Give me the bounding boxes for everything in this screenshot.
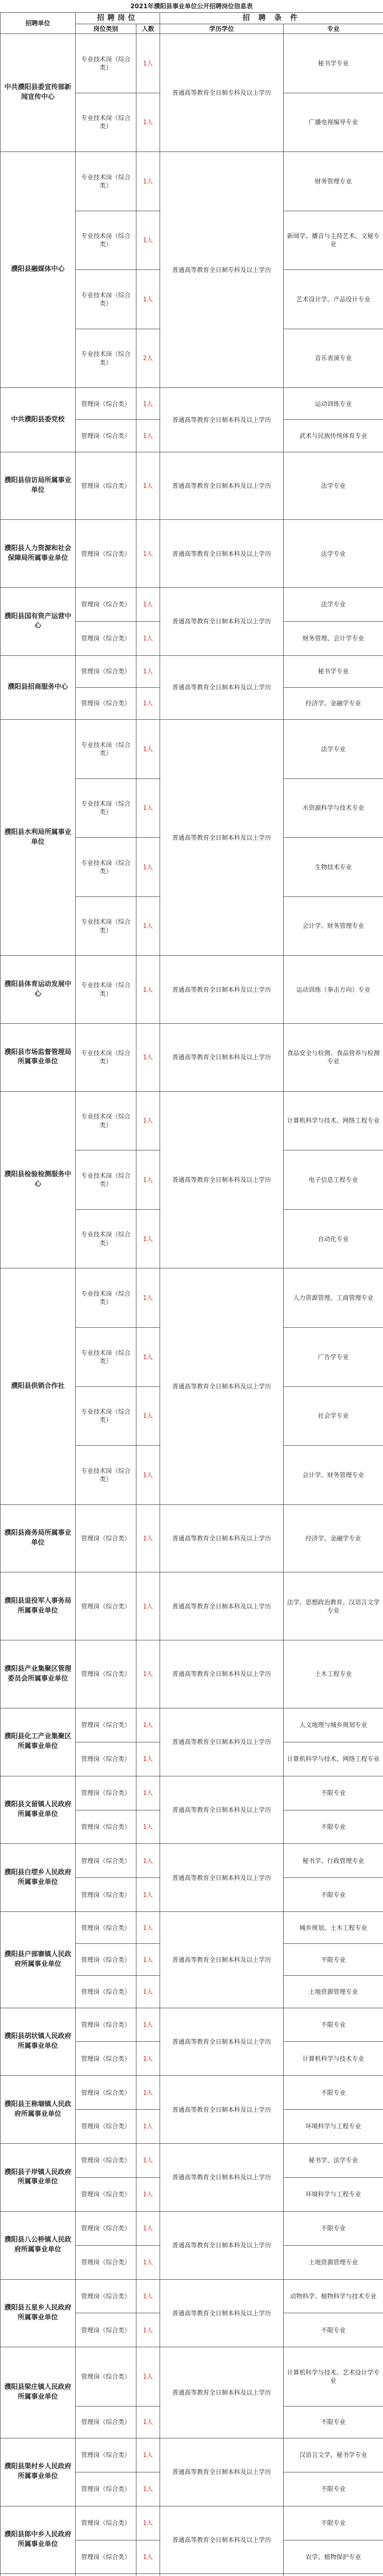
post-type-cell: 专业技术岗（综合类） xyxy=(76,1024,136,1092)
count-cell: 1人 xyxy=(136,1810,160,1844)
major-cell: 自动化专业 xyxy=(284,1209,383,1268)
post-type-cell: 管理岗（综合类） xyxy=(76,1708,136,1742)
count-cell: 1人 xyxy=(136,1268,160,1328)
count-cell: 1人 xyxy=(136,2042,160,2076)
major-cell: 水资源科学与技术专业 xyxy=(284,778,383,838)
count-cell xyxy=(136,2574,160,2576)
major-cell: 秘书学、法学专业 xyxy=(284,2144,383,2178)
education-cell: 普通高等教育全日制本科及以上学历 xyxy=(160,1268,284,1504)
unit-name-cell: 濮阳县招商服务中心 xyxy=(1,655,76,719)
header-education: 学历学位 xyxy=(160,24,284,33)
major-cell: 法学、思想政治教育、汉语言文学专业 xyxy=(284,1572,383,1640)
table-row xyxy=(1,388,383,420)
major-cell: 人力资源管理、工商管理专业 xyxy=(284,1268,383,1328)
count-cell: 1人 xyxy=(136,211,160,270)
count-cell: 1人 xyxy=(136,2347,160,2406)
unit-name-cell: 濮阳县体育运动发展中心 xyxy=(1,956,76,1024)
major-cell: 广播电视编导专业 xyxy=(284,93,383,152)
count-cell: 1人 xyxy=(136,720,160,779)
post-type-cell: 专业技术岗（综合类） xyxy=(76,329,136,388)
education-cell: 普通高等教育全日制本科及以上学历 xyxy=(160,520,284,588)
count-cell: 1人 xyxy=(136,655,160,687)
post-type-cell: 管理岗（综合类） xyxy=(76,2506,136,2540)
major-cell: 计算机科学与技术、网络工程专业 xyxy=(284,1742,383,1776)
education-cell: 普通高等教育全日制本科及以上学历 xyxy=(160,588,284,656)
count-cell: 1人 xyxy=(136,1844,160,1878)
header-count: 人数 xyxy=(136,24,160,33)
post-type-cell: 专业技术岗（综合类） xyxy=(76,720,136,779)
count-cell: 1人 xyxy=(136,2313,160,2347)
major-cell: 不限专业 xyxy=(284,2313,383,2347)
major-cell: 法学专业 xyxy=(284,588,383,622)
count-cell: 1人 xyxy=(136,1572,160,1640)
major-cell: 经济学、金融学专业 xyxy=(284,687,383,719)
table-row xyxy=(1,655,383,687)
major-cell: 土地资源管理专业 xyxy=(284,2245,383,2279)
major-cell: 土木工程专业 xyxy=(284,1640,383,1708)
post-type-cell: 管理岗（综合类） xyxy=(76,1878,136,1912)
education-cell: 普通高等教育全日制本科及以上学历 xyxy=(160,1844,284,1912)
unit-name-cell: 濮阳县商务局所属事业单位 xyxy=(1,1504,76,1572)
major-cell: 运动训练（拳击方向）专业 xyxy=(284,956,383,1024)
major-cell: 秘书学、行政管理专业 xyxy=(284,1844,383,1878)
education-cell: 普通高等教育全日制本科及以上学历 xyxy=(160,1912,284,2008)
education-cell: 普通高等教育全日制本科及以上学历 xyxy=(160,2279,284,2347)
count-cell: 1人 xyxy=(136,1640,160,1708)
post-type-cell: 管理岗（综合类） xyxy=(76,2144,136,2178)
count-cell: 2人 xyxy=(136,329,160,388)
post-type-cell: 管理岗（综合类） xyxy=(76,388,136,420)
post-type-cell: 管理岗（综合类） xyxy=(76,655,136,687)
post-type-cell: 管理岗（综合类） xyxy=(76,2540,136,2574)
count-cell: 1人 xyxy=(136,270,160,329)
unit-name-cell: 濮阳县梁庄镇人民政府所属事业单位 xyxy=(1,2347,76,2438)
major-cell: 土地资源管理专业 xyxy=(284,1976,383,2008)
count-cell: 1人 xyxy=(136,2540,160,2574)
count-cell: 1人 xyxy=(136,956,160,1024)
post-type-cell: 管理岗（综合类） xyxy=(76,2177,136,2211)
unit-name-cell: 濮阳县化工产业集聚区所属事业单位 xyxy=(1,1708,76,1776)
post-type-cell: 管理岗（综合类） xyxy=(76,2110,136,2144)
post-type-cell: 管理岗（综合类） xyxy=(76,2313,136,2347)
post-type-cell: 专业技术岗（综合类） xyxy=(76,152,136,211)
table-row xyxy=(1,1640,383,1708)
major-cell: 生物技术专业 xyxy=(284,838,383,897)
post-type-cell: 管理岗（综合类） xyxy=(76,588,136,622)
unit-name-cell: 濮阳县人力资源和社会保障局所属事业单位 xyxy=(1,520,76,588)
post-type-cell: 管理岗（综合类） xyxy=(76,2438,136,2472)
table-row xyxy=(1,1091,383,1150)
count-cell: 1人 xyxy=(136,1209,160,1268)
unit-name-cell: 中共濮阳县委党校 xyxy=(1,388,76,452)
count-cell: 1人 xyxy=(136,2144,160,2178)
major-cell: 不限专业 xyxy=(284,1944,383,1976)
table-row xyxy=(1,520,383,588)
major-cell: 秘书学专业 xyxy=(284,655,383,687)
count-cell: 1人 xyxy=(136,2472,160,2506)
education-cell: 普通高等教育全日制本科及以上学历 xyxy=(160,452,284,520)
count-cell: 1人 xyxy=(136,34,160,93)
major-cell: 社会学专业 xyxy=(284,1386,383,1446)
major-cell xyxy=(284,2574,383,2576)
unit-name-cell: 濮阳县国有资产运营中心 xyxy=(1,588,76,656)
unit-name-cell: 濮阳县供销合作社 xyxy=(1,1268,76,1504)
post-type-cell: 管理岗（综合类） xyxy=(76,2472,136,2506)
table-row xyxy=(1,2574,383,2576)
count-cell: 1人 xyxy=(136,2076,160,2110)
header-unit: 招聘单位 xyxy=(1,13,76,34)
count-cell: 1人 xyxy=(136,2245,160,2279)
education-cell: 普通高等教育全日制本科及以上学历 xyxy=(160,2144,284,2212)
post-type-cell xyxy=(76,2574,136,2576)
count-cell: 1人 xyxy=(136,93,160,152)
post-type-cell: 专业技术岗（综合类） xyxy=(76,1327,136,1386)
post-type-cell: 管理岗（综合类） xyxy=(76,1572,136,1640)
post-type-cell: 专业技术岗（综合类） xyxy=(76,1209,136,1268)
unit-name-cell: 濮阳县检验检测服务中心 xyxy=(1,1091,76,1268)
major-cell: 电子信息工程专业 xyxy=(284,1150,383,1210)
unit-name-cell: 濮阳县产业集聚区管理委员会所属事业单位 xyxy=(1,1640,76,1708)
post-type-cell: 管理岗（综合类） xyxy=(76,2245,136,2279)
post-type-cell: 管理岗（综合类） xyxy=(76,1976,136,2008)
table-row xyxy=(1,1844,383,1878)
post-type-cell: 管理岗（综合类） xyxy=(76,520,136,588)
education-cell: 普通高等教育全日制本科及以上学历 xyxy=(160,720,284,956)
unit-name-cell xyxy=(1,2574,76,2576)
unit-name-cell: 濮阳县渠村乡人民政府所属事业单位 xyxy=(1,2438,76,2506)
table-row xyxy=(1,2211,383,2245)
count-cell: 1人 xyxy=(136,838,160,897)
major-cell: 城乡规划、土木工程专业 xyxy=(284,1912,383,1944)
major-cell: 食品安全与检测、食品营养与检测专业 xyxy=(284,1024,383,1092)
unit-name-cell: 濮阳县王称堌镇人民政府所属事业单位 xyxy=(1,2076,76,2144)
major-cell: 计算机科学与技术、网络工程专业 xyxy=(284,1091,383,1150)
post-type-cell: 专业技术岗（综合类） xyxy=(76,34,136,93)
major-cell: 不限专业 xyxy=(284,2472,383,2506)
post-type-cell: 专业技术岗（综合类） xyxy=(76,270,136,329)
unit-name-cell: 濮阳县白堽乡人民政府所属事业单位 xyxy=(1,1844,76,1912)
count-cell: 1人 xyxy=(136,2008,160,2042)
post-type-cell: 管理岗（综合类） xyxy=(76,2347,136,2406)
count-cell: 1人 xyxy=(136,2506,160,2540)
major-cell: 会计学、财务管理专业 xyxy=(284,896,383,956)
major-cell: 不限专业 xyxy=(284,2406,383,2438)
major-cell: 运动训练专业 xyxy=(284,388,383,420)
post-type-cell: 专业技术岗（综合类） xyxy=(76,1386,136,1446)
major-cell: 不限专业 xyxy=(284,1810,383,1844)
table-row xyxy=(1,2076,383,2110)
table-row xyxy=(1,452,383,520)
unit-name-cell: 濮阳县信访局所属事业单位 xyxy=(1,452,76,520)
table-row xyxy=(1,2144,383,2178)
count-cell: 1人 xyxy=(136,2279,160,2313)
count-cell: 1人 xyxy=(136,588,160,622)
table-row xyxy=(1,2347,383,2406)
post-type-cell: 专业技术岗（综合类） xyxy=(76,838,136,897)
count-cell: 1人 xyxy=(136,1976,160,2008)
education-cell: 普通高等教育全日制本科及以上学历 xyxy=(160,1572,284,1640)
education-cell: 普通高等教育全日制本科及以上学历 xyxy=(160,1708,284,1776)
table-row xyxy=(1,1268,383,1328)
post-type-cell: 专业技术岗（综合类） xyxy=(76,778,136,838)
major-cell: 秘书学专业 xyxy=(284,34,383,93)
education-cell: 普通高等教育全日制本科及以上学历 xyxy=(160,956,284,1024)
education-cell: 普通高等教育全日制本科及以上学历 xyxy=(160,1640,284,1708)
post-type-cell: 管理岗（综合类） xyxy=(76,621,136,655)
post-type-cell: 管理岗（综合类） xyxy=(76,2406,136,2438)
major-cell: 不限专业 xyxy=(284,1776,383,1810)
table-row xyxy=(1,2008,383,2042)
major-cell: 新闻学、播音与主持艺术、文秘专业 xyxy=(284,211,383,270)
post-type-cell: 管理岗（综合类） xyxy=(76,1912,136,1944)
major-cell: 不限专业 xyxy=(284,2076,383,2110)
post-type-cell: 管理岗（综合类） xyxy=(76,1810,136,1844)
count-cell: 1人 xyxy=(136,1446,160,1505)
count-cell: 1人 xyxy=(136,1091,160,1150)
post-type-cell: 管理岗（综合类） xyxy=(76,687,136,719)
table-body xyxy=(1,34,383,2576)
post-type-cell: 管理岗（综合类） xyxy=(76,452,136,520)
major-cell: 武术与民族传统体育专业 xyxy=(284,420,383,452)
count-cell: 1人 xyxy=(136,1150,160,1210)
post-type-cell: 管理岗（综合类） xyxy=(76,1640,136,1708)
major-cell: 音乐表演专业 xyxy=(284,329,383,388)
table-row xyxy=(1,588,383,622)
table-row xyxy=(1,2438,383,2472)
major-cell: 计算机科学与技术专业 xyxy=(284,2042,383,2076)
major-cell: 环境科学与工程专业 xyxy=(284,2110,383,2144)
count-cell: 1人 xyxy=(136,1708,160,1742)
post-type-cell: 管理岗（综合类） xyxy=(76,2076,136,2110)
post-type-cell: 管理岗（综合类） xyxy=(76,2008,136,2042)
count-cell: 1人 xyxy=(136,1944,160,1976)
count-cell: 1人 xyxy=(136,2110,160,2144)
major-cell: 经济学、金融学专业 xyxy=(284,1504,383,1572)
education-cell: 普通高等教育全日制本科及以上学历 xyxy=(160,655,284,719)
count-cell: 1人 xyxy=(136,520,160,588)
count-cell: 1人 xyxy=(136,896,160,956)
major-cell: 不限专业 xyxy=(284,2211,383,2245)
table-row xyxy=(1,1912,383,1944)
count-cell: 1人 xyxy=(136,2438,160,2472)
count-cell: 1人 xyxy=(136,388,160,420)
post-type-cell: 管理岗（综合类） xyxy=(76,420,136,452)
education-cell: 普通高等教育全日制本科及以上学历 xyxy=(160,2076,284,2144)
post-type-cell: 专业技术岗（综合类） xyxy=(76,1150,136,1210)
major-cell: 汉语言文学、秘书学专业 xyxy=(284,2438,383,2472)
count-cell: 1人 xyxy=(136,1386,160,1446)
major-cell: 法学专业 xyxy=(284,720,383,779)
count-cell: 1人 xyxy=(136,778,160,838)
header-post-group: 招聘岗位 xyxy=(76,13,160,24)
major-cell: 财务管理、会计学专业 xyxy=(284,621,383,655)
major-cell: 不限专业 xyxy=(284,2008,383,2042)
post-type-cell: 管理岗（综合类） xyxy=(76,1742,136,1776)
count-cell: 1人 xyxy=(136,621,160,655)
unit-name-cell: 濮阳县郎中乡人民政府所属事业单位 xyxy=(1,2506,76,2574)
major-cell: 不限专业 xyxy=(284,2506,383,2540)
table-row xyxy=(1,1504,383,1572)
unit-name-cell: 中共濮阳县委宣传部新闻宣传中心 xyxy=(1,34,76,152)
count-cell: 1人 xyxy=(136,687,160,719)
post-type-cell: 管理岗（综合类） xyxy=(76,2279,136,2313)
count-cell: 1人 xyxy=(136,1327,160,1386)
table-row xyxy=(1,1708,383,1742)
major-cell: 会计学、财务管理专业 xyxy=(284,1446,383,1505)
unit-name-cell: 濮阳县融媒体中心 xyxy=(1,152,76,388)
post-type-cell: 专业技术岗（综合类） xyxy=(76,211,136,270)
major-cell: 环境科学与工程专业 xyxy=(284,2177,383,2211)
education-cell: 普通高等教育全日制本科及以上学历 xyxy=(160,2506,284,2574)
major-cell: 法学专业 xyxy=(284,520,383,588)
education-cell xyxy=(160,2574,284,2576)
count-cell: 1人 xyxy=(136,1024,160,1092)
page-title: 2021年濮阳县事业单位公开招聘岗位信息表 xyxy=(130,3,253,10)
major-cell: 计算机科学与技术、艺术设计学专业 xyxy=(284,2347,383,2406)
education-cell: 普通高等教育全日制本科及以上学历 xyxy=(160,1024,284,1092)
count-cell: 1人 xyxy=(136,1878,160,1912)
education-cell: 普通高等教育全日制专科及以上学历 xyxy=(160,152,284,388)
count-cell: 1人 xyxy=(136,2211,160,2245)
unit-name-cell: 濮阳县五星乡人民政府所属事业单位 xyxy=(1,2279,76,2347)
count-cell: 1人 xyxy=(136,1776,160,1810)
unit-name-cell: 濮阳县市场监督管理局所属事业单位 xyxy=(1,1024,76,1092)
education-cell: 普通高等教育全日制本科及以上学历 xyxy=(160,1091,284,1268)
table-row xyxy=(1,1024,383,1092)
major-cell: 广告学专业 xyxy=(284,1327,383,1386)
education-cell: 普通高等教育全日制本科及以上学历 xyxy=(160,1776,284,1844)
post-type-cell: 管理岗（综合类） xyxy=(76,1844,136,1878)
unit-name-cell: 濮阳县退役军人事务局所属事业单位 xyxy=(1,1572,76,1640)
major-cell: 农学、植物保护专业 xyxy=(284,2540,383,2574)
post-type-cell: 专业技术岗（综合类） xyxy=(76,896,136,956)
post-type-cell: 管理岗（综合类） xyxy=(76,2211,136,2245)
count-cell: 1人 xyxy=(136,2406,160,2438)
unit-name-cell: 濮阳县水利局所属事业单位 xyxy=(1,720,76,956)
unit-name-cell: 濮阳县户部寨镇人民政府所属事业单位 xyxy=(1,1912,76,2008)
count-cell: 1人 xyxy=(136,420,160,452)
unit-name-cell: 濮阳县子岸镇人民政府所属事业单位 xyxy=(1,2144,76,2212)
table-row xyxy=(1,34,383,93)
count-cell: 1人 xyxy=(136,1912,160,1944)
major-cell: 不限专业 xyxy=(284,1878,383,1912)
major-cell: 法学专业 xyxy=(284,452,383,520)
header-major: 专业 xyxy=(284,24,383,33)
education-cell: 普通高等教育全日制本科及以上学历 xyxy=(160,1504,284,1572)
education-cell: 普通高等教育全日制本科及以上学历 xyxy=(160,2347,284,2438)
post-type-cell: 专业技术岗（综合类） xyxy=(76,956,136,1024)
major-cell: 艺术设计学、产品设计专业 xyxy=(284,270,383,329)
table-row xyxy=(1,720,383,779)
count-cell: 1人 xyxy=(136,452,160,520)
major-cell: 动物科学、植物科学与技术专业 xyxy=(284,2279,383,2313)
unit-name-cell: 濮阳县胡状镇人民政府所属事业单位 xyxy=(1,2008,76,2076)
major-cell: 财务管理专业 xyxy=(284,152,383,211)
count-cell: 1人 xyxy=(136,1742,160,1776)
count-cell: 1人 xyxy=(136,1504,160,1572)
education-cell: 普通高等教育全日制本科及以上学历 xyxy=(160,2008,284,2076)
post-type-cell: 专业技术岗（综合类） xyxy=(76,1446,136,1505)
post-type-cell: 管理岗（综合类） xyxy=(76,1944,136,1976)
table-header xyxy=(1,13,383,34)
education-cell: 普通高等教育全日制本科及以上学历 xyxy=(160,2211,284,2279)
count-cell: 1人 xyxy=(136,152,160,211)
post-type-cell: 专业技术岗（综合类） xyxy=(76,1091,136,1150)
count-cell: 1人 xyxy=(136,2177,160,2211)
major-cell: 人文地理与城乡规划专业 xyxy=(284,1708,383,1742)
table-row xyxy=(1,2279,383,2313)
education-cell: 普通高等教育全日制本科及以上学历 xyxy=(160,2438,284,2506)
table-row xyxy=(1,1572,383,1640)
table-row xyxy=(1,956,383,1024)
table-row xyxy=(1,2506,383,2540)
post-type-cell: 专业技术岗（综合类） xyxy=(76,1268,136,1328)
post-type-cell: 管理岗（综合类） xyxy=(76,2042,136,2076)
header-condition-group: 招 聘 条 件 xyxy=(160,13,383,24)
table-row xyxy=(1,152,383,211)
unit-name-cell: 濮阳县文留镇人民政府所属事业单位 xyxy=(1,1776,76,1844)
post-type-cell: 管理岗（综合类） xyxy=(76,1504,136,1572)
post-type-cell: 管理岗（综合类） xyxy=(76,1776,136,1810)
unit-name-cell: 濮阳县八公桥镇人民政府所属事业单位 xyxy=(1,2211,76,2279)
education-cell: 普通高等教育全日制本科及以上学历 xyxy=(160,388,284,452)
post-type-cell: 专业技术岗（综合类） xyxy=(76,93,136,152)
recruitment-table xyxy=(0,12,383,2576)
table-row xyxy=(1,1776,383,1810)
education-cell: 普通高等教育全日制专科及以上学历 xyxy=(160,34,284,152)
header-post-type: 岗位类别 xyxy=(76,24,136,33)
